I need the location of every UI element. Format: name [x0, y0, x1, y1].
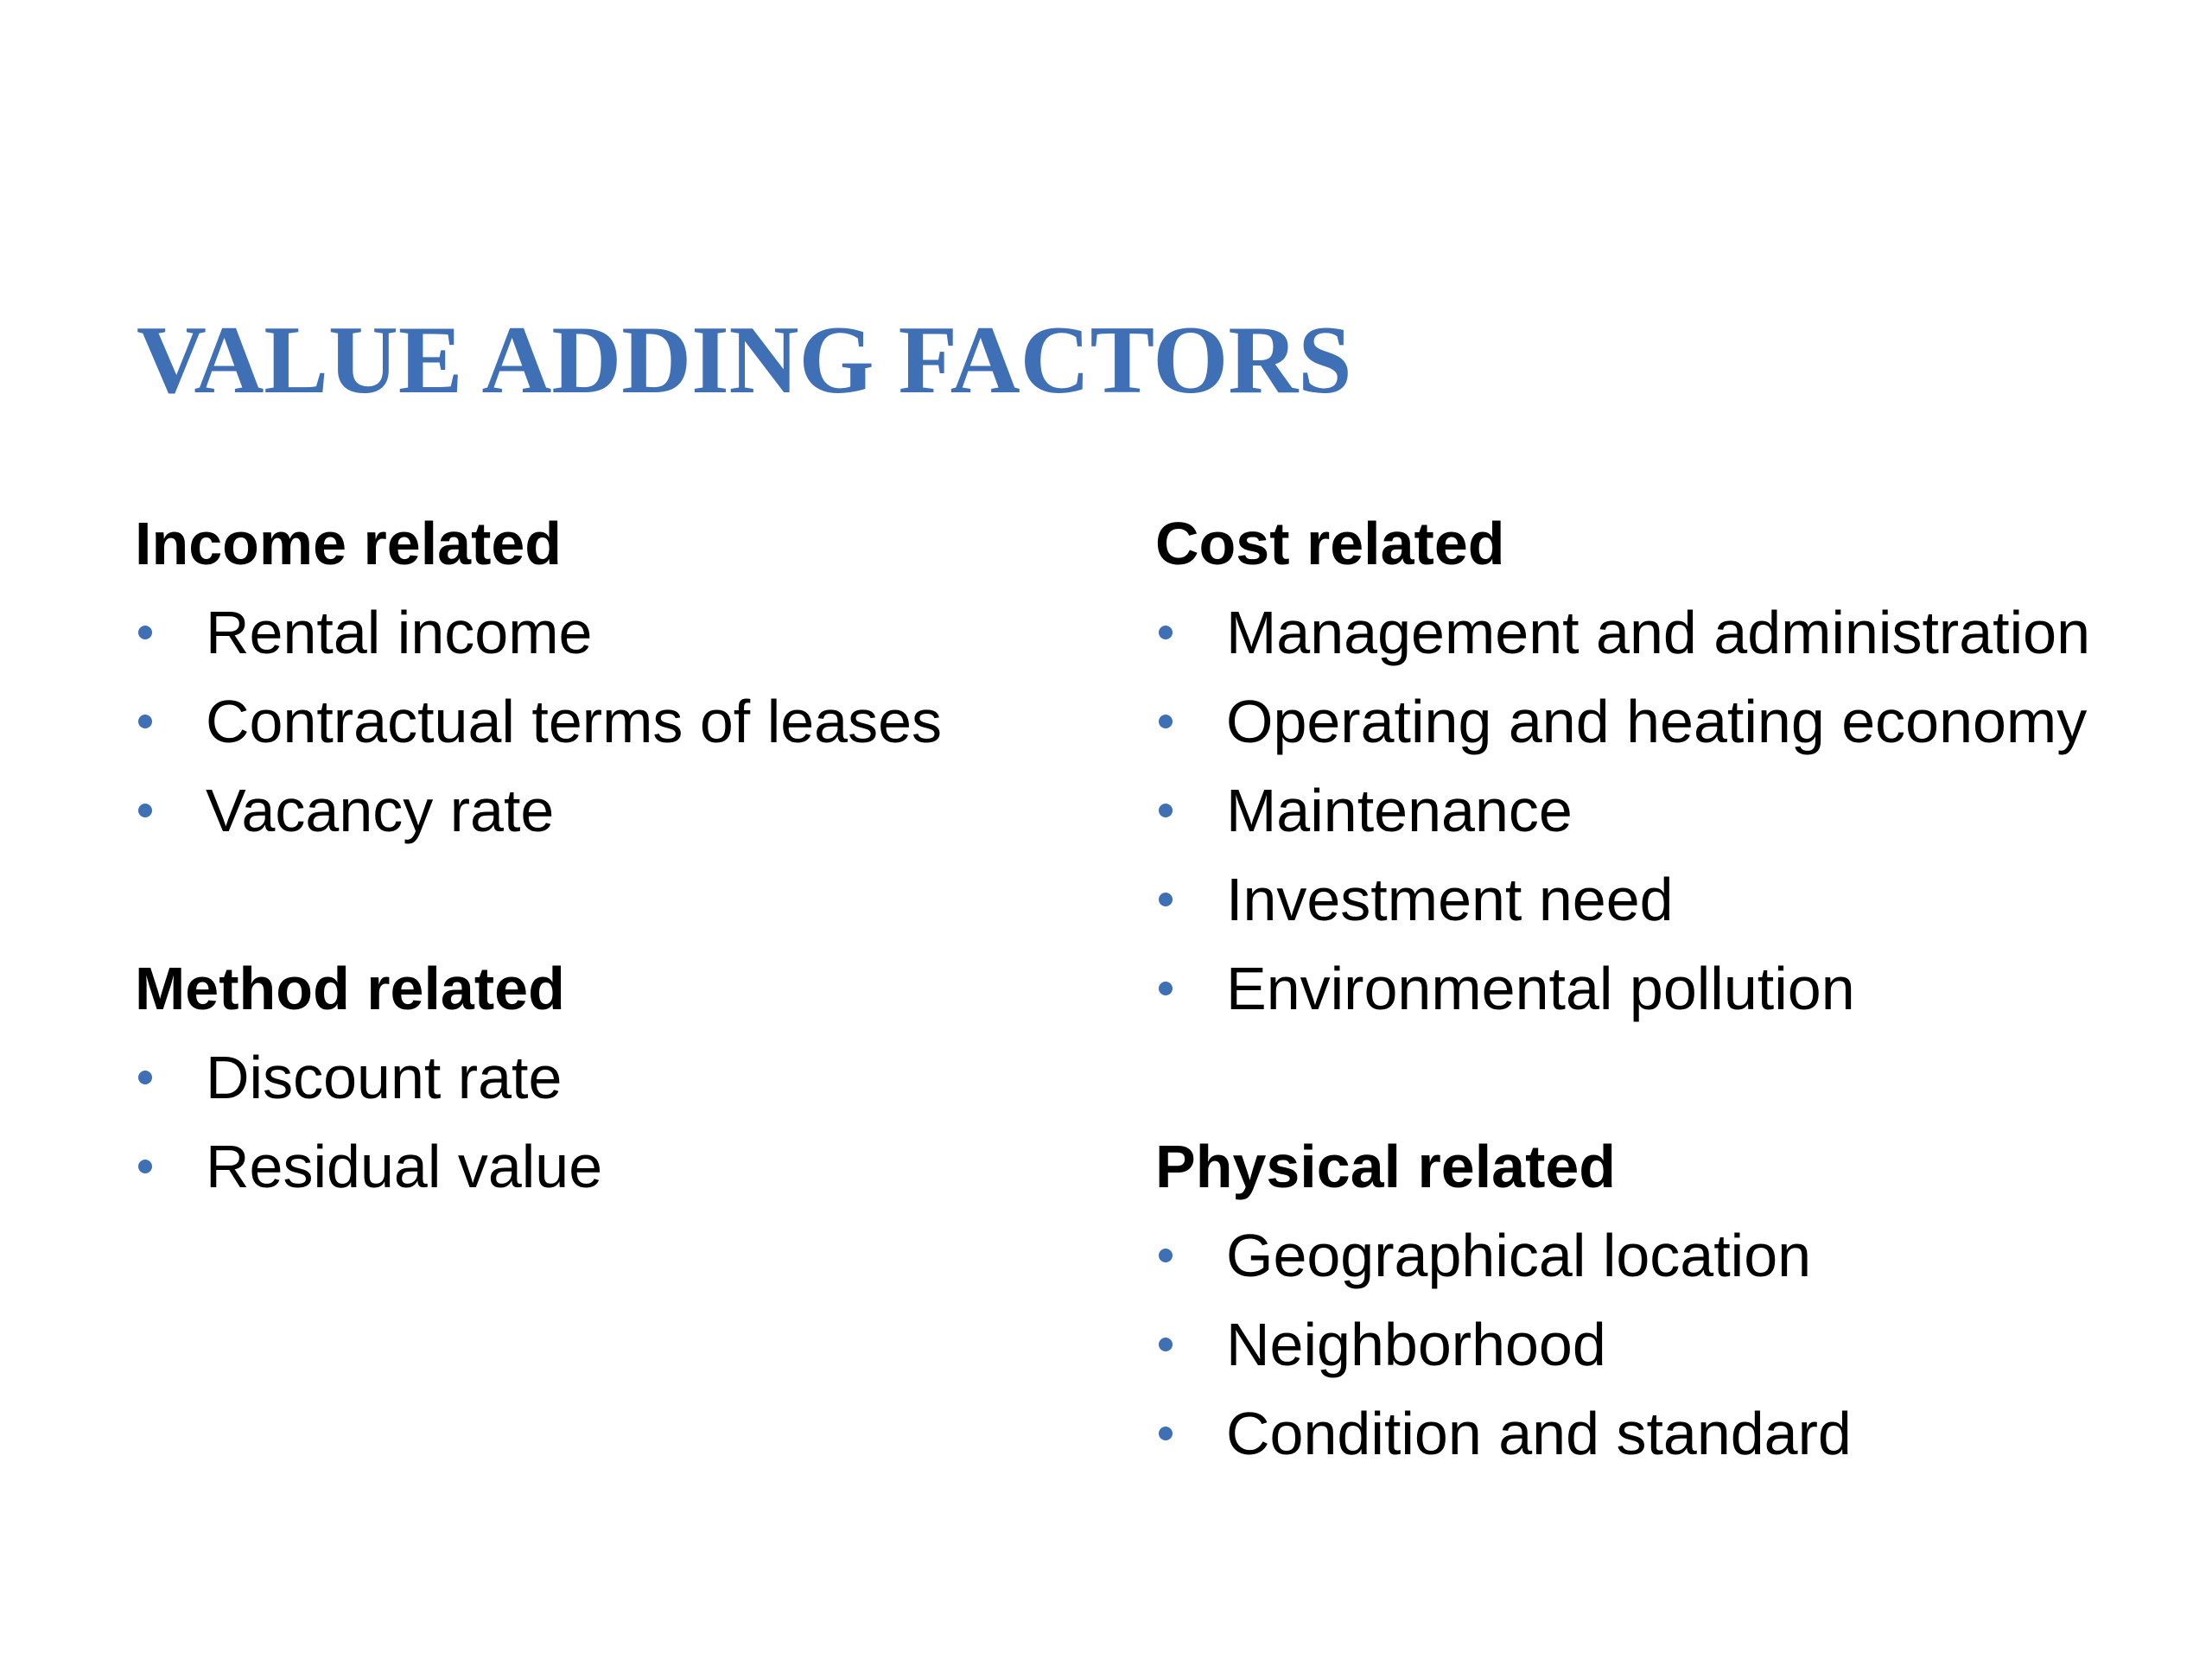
list-item [1155, 1211, 2192, 1300]
section-heading: Cost related [1155, 510, 1505, 577]
left-column [135, 499, 1085, 1300]
bullet-dot-icon [1159, 1338, 1173, 1351]
bullet-dot-icon [138, 715, 152, 728]
list-item [1155, 944, 2192, 1033]
list-item-label: Environmental pollution [1226, 955, 1855, 1022]
bullet-list [135, 1033, 1085, 1211]
bullet-list [1155, 1211, 2192, 1478]
list-item-label: Investment need [1226, 866, 1674, 933]
list-item [1155, 855, 2192, 944]
list-item [1155, 1300, 2192, 1389]
bullet-dot-icon [1159, 893, 1173, 906]
list-item [135, 1033, 1085, 1122]
list-item-label: Management and administration [1226, 599, 2091, 666]
slide-title: VALUE ADDING FACTORS [137, 307, 1352, 414]
section-heading: Income related [135, 510, 563, 577]
list-item [135, 677, 1085, 766]
section-physical-related [1155, 1122, 2192, 1478]
bullet-list [135, 588, 1085, 855]
right-column [1155, 499, 2192, 1567]
list-item-label: Contractual terms of leases [206, 688, 943, 755]
section-cost-related [1155, 499, 2192, 1033]
list-item-label: Vacancy rate [206, 777, 555, 844]
list-item [135, 1122, 1085, 1211]
bullet-dot-icon [1159, 1427, 1173, 1440]
list-item [135, 588, 1085, 677]
list-item-label: Neighborhood [1226, 1311, 1606, 1378]
bullet-dot-icon [1159, 982, 1173, 995]
list-item-label: Maintenance [1226, 777, 1573, 844]
list-item-label: Discount rate [206, 1044, 563, 1111]
bullet-dot-icon [1159, 626, 1173, 639]
section-heading: Method related [135, 955, 565, 1022]
list-item [1155, 1389, 2192, 1478]
list-item [1155, 588, 2192, 677]
list-item-label: Geographical location [1226, 1222, 1812, 1289]
section-method-related [135, 944, 1085, 1211]
bullet-list [1155, 588, 2192, 1033]
list-item [1155, 677, 2192, 766]
list-item-label: Rental income [206, 599, 593, 666]
section-heading: Physical related [1155, 1133, 1617, 1200]
list-item [1155, 766, 2192, 855]
bullet-dot-icon [1159, 1249, 1173, 1262]
list-item-label: Condition and standard [1226, 1400, 1852, 1467]
list-item [135, 766, 1085, 855]
list-item-label: Operating and heating economy [1226, 688, 2088, 755]
section-income-related [135, 499, 1085, 855]
list-item-label: Residual value [206, 1133, 603, 1200]
bullet-dot-icon [1159, 715, 1173, 728]
bullet-dot-icon [138, 1071, 152, 1084]
bullet-dot-icon [1159, 804, 1173, 817]
bullet-dot-icon [138, 1160, 152, 1173]
bullet-dot-icon [138, 626, 152, 639]
bullet-dot-icon [138, 804, 152, 817]
